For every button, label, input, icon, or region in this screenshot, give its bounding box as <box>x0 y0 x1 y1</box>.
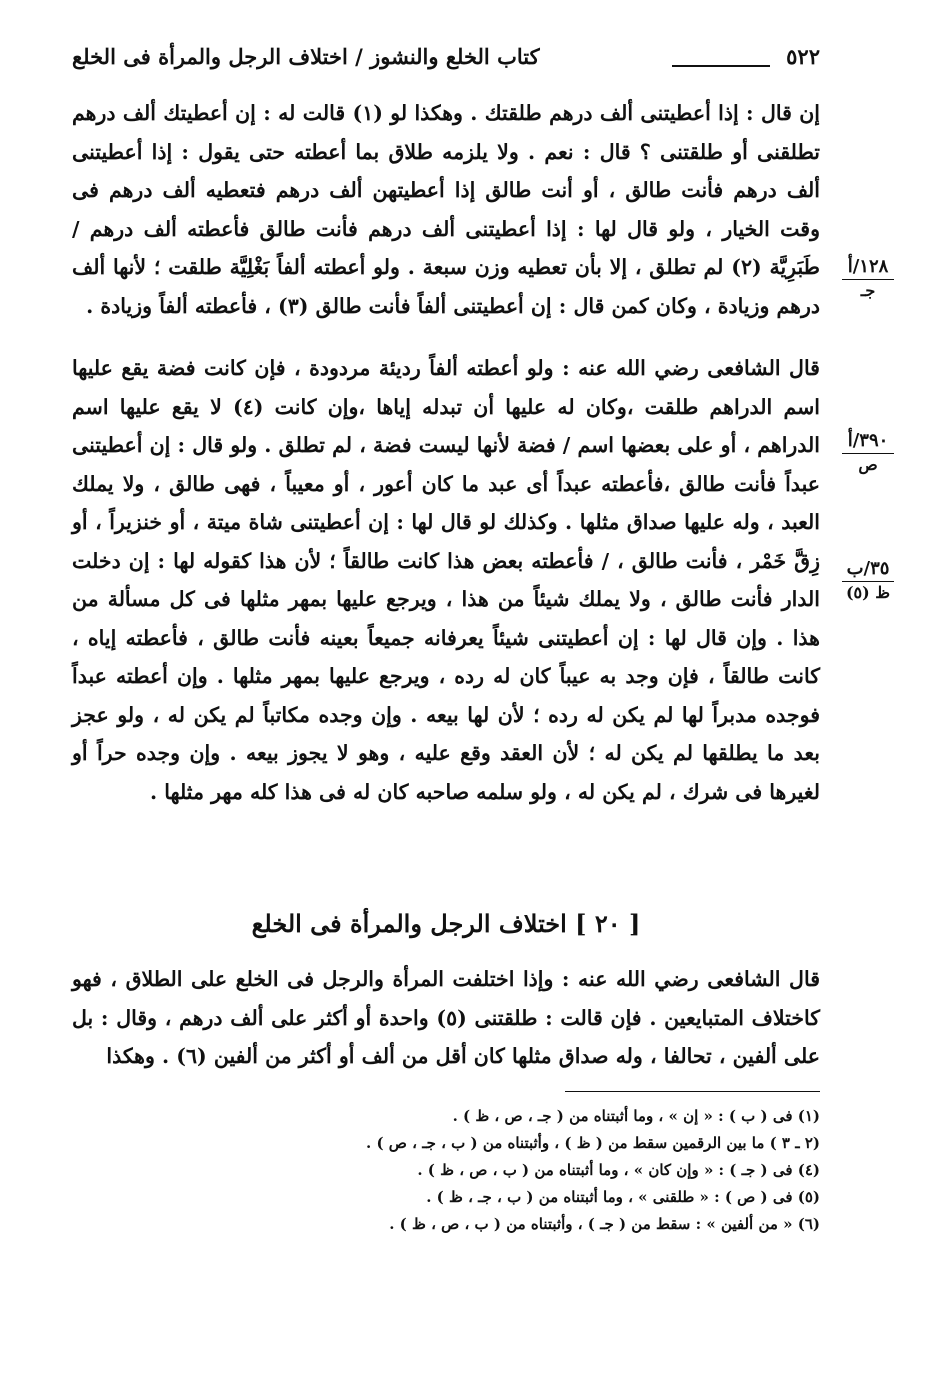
section-heading: [ ٢٠ ] اختلاف الرجل والمرأة فى الخلع <box>251 909 641 938</box>
margin-note-2-manuscript: ص <box>858 455 878 474</box>
paragraph-2: قال الشافعى رضي الله عنه : ولو أعطته ألفاً رديئة مردودة ، فإن كانت فضة يقع عليها اسم الدراهم طلقت ،وكان له عليها أن تبدله إياها ،وإن كانت (٤) لا يقع عليها اسم الدراهم ، أو على بعضها اسم / فضة لأنها ليست فضة ، لم تطلق . ولو قال : إن أعطيتنى عبداً فأنت طالق ،فأعطته عبداً أى عبد ما كان أعور ، أو معيباً ، فهى طالق ، ولا يملك العبد ، وله عليها صداق مثلها . وكذلك لو قال لها : إن أعطيتنى شاة ميتة ، أو خنزيراً ، أو زِقَّ خَمْر ، فأنت طالق ، / فأعطته بعض هذا كانت طالقاً ؛ لأن هذا كقوله لها : إن دخلت الدار فأنت طالق ، ولا يملك شيئاً من هذا ، ويرجع عليها بمهر مثلها فى كل مسألة من هذا . وإن قال لها : إن أعطيتنى شيئاً يعرفانه جميعاً بعينه فأنت طالق ، فأعطته إياه ، كانت طالقاً ، فإن وجد به عيباً كان له رده ، ويرجع عليها بمهر مثلها . وإن أعطته عبداً فوجده مدبراً لها لم يكن له رده ؛ لأن لها بيعه . وإن وجده مكاتباً لم يكن له ، ولو عجز بعد ما يطلقها لم يكن له ؛ لأن العقد وقع عليه ، وهو لا يجوز بيعه . وإن وجده حراً أو لغيرها فى شرك ، لم يكن له ، ولو سلمه صاحبه كان له فى هذا كله مهر مثلها . <box>72 356 820 804</box>
page-number: ٥٢٢ <box>786 44 820 69</box>
header-rule <box>672 65 770 67</box>
margin-note-3 <box>838 558 898 603</box>
footnote-3: (٤) فى ( جـ ) : « وإن كان » ، وما أثبتناه من ( ب ، ص ، ظ ) . <box>417 1161 820 1179</box>
margin-note-3-rule <box>842 581 894 582</box>
running-title: كتاب الخلع والنشوز / اختلاف الرجل والمرأة فى الخلع <box>72 44 540 69</box>
paragraph-1: إن قال : إذا أعطيتنى ألف درهم طلقتك . وهكذا لو (١) قالت له : إن أعطيتك ألف درهم تطلقنى أو طلقتنى ؟ قال : نعم . ولا يلزمه طلاق بما أعطته حتى يقول : إذا أعطيتنى ألف درهم فأنت طالق ، أو أنت طالق إذا أعطيتهن ألف درهم فتعطيه ألف درهم فى وقت الخيار ، ولو قال لها : إذا أعطيتنى ألف درهم فأنت طالق فأعطته ألف درهم / طَبَرِيَّة (٢) لم تطلق ، إلا بأن تعطيه وزن سبعة . ولو أعطته ألفاً بَغْلِيَّة طلقت ؛ لأنها ألف درهم وزيادة ، وكان كمن قال : إن أعطيتنى ألفاً فأنت طالق (٣) ، فأعطته ألفاً وزيادة . <box>72 101 820 318</box>
paragraph-3: قال الشافعى رضي الله عنه : وإذا اختلفت المرأة والرجل فى الخلع على الطلاق ، فهو كاختلاف المتبايعين . فإن قالت : طلقتنى (٥) واحدة أو أكثر على ألف درهم ، وقال : بل على ألفين ، تحالفا ، وله صداق مثلها كان أقل من ألف أو أكثر من ألفين (٦) . وهكذا <box>72 967 821 1068</box>
margin-note-2-folio: ٣٩٠/أ <box>847 430 889 451</box>
footnote-4: (٥) فى ( ص ) : « طلقنى » ، وما أثبتناه من ( ب ، جـ ، ظ ) . <box>426 1188 820 1206</box>
margin-note-3-folio: ٣٥/ب <box>846 558 890 579</box>
margin-note-1-manuscript: جـ <box>860 281 876 300</box>
footnotes <box>320 1103 820 1238</box>
margin-note-2 <box>838 430 898 475</box>
margin-note-1-folio: ١٢٨/أ <box>847 256 889 277</box>
margin-note-2-rule <box>842 453 894 454</box>
footnote-1: (١) فى ( ب ) : « إن » ، وما أثبتناه من ( جـ ، ص ، ظ ) . <box>452 1107 820 1125</box>
footnote-5: (٦) « من ألفين » : سقط من ( جـ ) ، وأثبتناه من ( ب ، ص ، ظ ) . <box>389 1215 820 1233</box>
footnote-separator <box>565 1091 820 1092</box>
margin-note-1-rule <box>842 279 894 280</box>
margin-note-1 <box>838 256 898 301</box>
page-header <box>72 44 820 84</box>
margin-note-3-manuscript: ظ (٥) <box>845 583 891 602</box>
footnote-2: (٢ ـ ٣ ) ما بين الرقمين سقط من ( ظ ) ، وأثبتناه من ( ب ، جـ ، ص ) . <box>366 1134 820 1152</box>
